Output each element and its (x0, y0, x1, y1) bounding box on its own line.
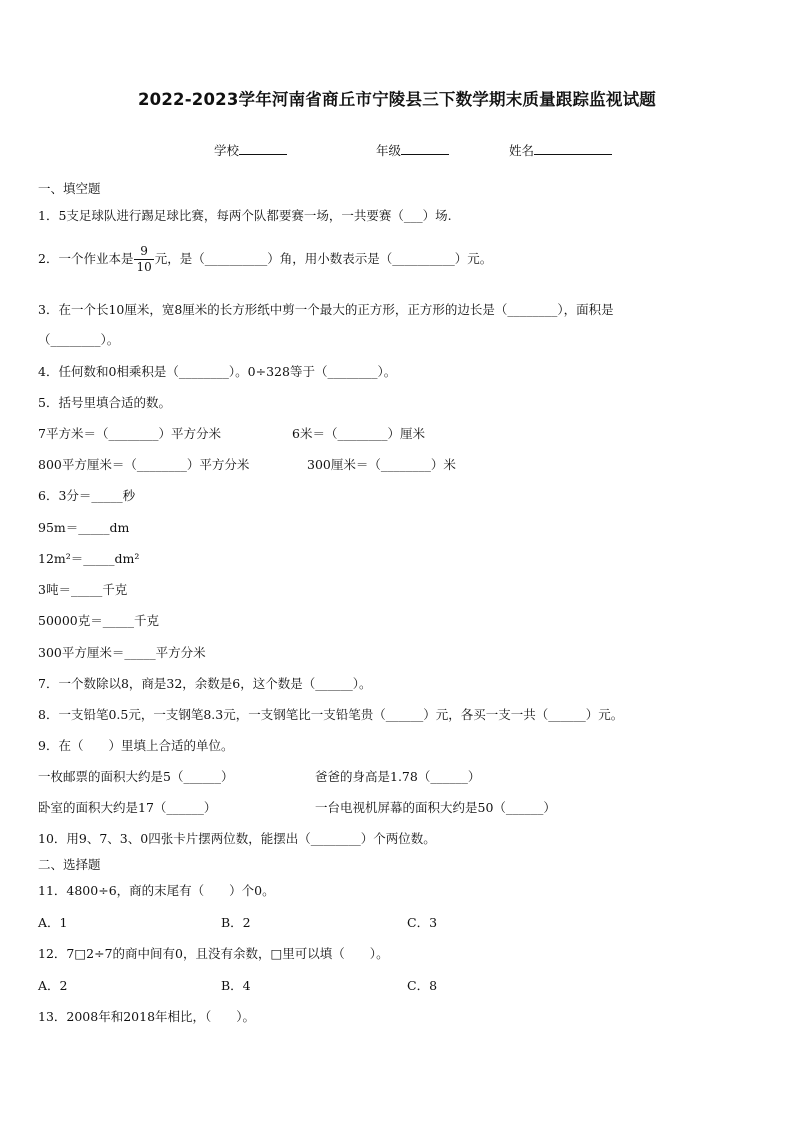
school-field[interactable] (214, 140, 287, 159)
fraction-numerator: 9 (134, 244, 153, 260)
question-9-item-2b: 一台电视机屏幕的面积大约是50（______） (315, 800, 556, 815)
page-title: 2022-2023学年河南省商丘市宁陵县三下数学期末质量跟踪监视试题 (138, 90, 656, 109)
q2-prefix: 2．一个作业本是 (38, 251, 134, 266)
q12-option-c[interactable]: C．8 (407, 978, 438, 993)
name-blank[interactable] (534, 140, 612, 155)
q12-option-b[interactable]: B．4 (221, 978, 251, 993)
name-label: 姓名 (509, 143, 535, 158)
q11-option-b[interactable]: B．2 (221, 915, 251, 930)
grade-blank[interactable] (401, 140, 449, 155)
q12-option-a[interactable]: A．2 (38, 978, 68, 993)
question-8: 8．一支铅笔0.5元，一支钢笔8.3元，一支钢笔比一支铅笔贵（______）元，各买一支一共（______）元。 (38, 707, 624, 722)
question-9-item-2a: 卧室的面积大约是17（______） (38, 800, 217, 815)
question-4: 4．任何数和0相乘积是（________）。0÷328等于（________）。 (38, 364, 397, 379)
question-5-item-1a: 7平方米＝（________）平方分米 (38, 426, 221, 441)
section-fill-in: 一、填空题 (38, 181, 101, 196)
question-12: 12．7□2÷7的商中间有0，且没有余数，□里可以填（ ）。 (38, 946, 389, 961)
question-9: 9．在（ ）里填上合适的单位。 (38, 738, 234, 753)
fraction (134, 244, 153, 275)
question-5-item-2b: 300厘米＝（________）米 (307, 457, 456, 472)
question-13: 13．2008年和2018年相比，（ ）。 (38, 1009, 256, 1024)
school-blank[interactable] (239, 140, 287, 155)
q2-suffix: 元，是（__________）角，用小数表示是（__________）元。 (154, 251, 493, 266)
question-6: 6．3分＝_____秒 (38, 488, 136, 503)
q11-option-c[interactable]: C．3 (407, 915, 438, 930)
question-1: 1．5支足球队进行踢足球比赛，每两个队都要赛一场，一共要赛（___）场. (38, 208, 452, 223)
question-6-e: 50000克＝_____千克 (38, 613, 160, 628)
question-6-b: 95m＝_____dm (38, 520, 130, 535)
question-10: 10．用9、7、3、0四张卡片摆两位数，能摆出（________）个两位数。 (38, 831, 436, 846)
q11-option-a[interactable]: A．1 (38, 915, 68, 930)
name-field[interactable] (509, 140, 612, 159)
question-11: 11．4800÷6，商的末尾有（ ）个0。 (38, 883, 275, 898)
question-3-line-2: （________）。 (38, 332, 120, 347)
question-9-item-1a: 一枚邮票的面积大约是5（______） (38, 769, 234, 784)
question-5: 5．括号里填合适的数。 (38, 395, 171, 410)
question-6-c: 12m²＝_____dm² (38, 551, 140, 566)
question-9-item-1b: 爸爸的身高是1.78（______） (315, 769, 481, 784)
question-5-item-2a: 800平方厘米＝（________）平方分米 (38, 457, 250, 472)
school-label: 学校 (214, 143, 240, 158)
section-multiple-choice: 二、选择题 (38, 857, 101, 872)
question-6-d: 3吨＝_____千克 (38, 582, 128, 597)
grade-label: 年级 (376, 143, 402, 158)
fraction-denominator: 10 (136, 260, 152, 274)
question-7: 7．一个数除以8，商是32，余数是6，这个数是（______）。 (38, 676, 372, 691)
grade-field[interactable] (376, 140, 449, 159)
question-2 (38, 244, 492, 275)
question-3-line-1: 3．在一个长10厘米，宽8厘米的长方形纸中剪一个最大的正方形，正方形的边长是（________），面积是 (38, 302, 614, 317)
question-5-item-1b: 6米＝（________）厘米 (292, 426, 425, 441)
question-6-f: 300平方厘米＝_____平方分米 (38, 645, 206, 660)
